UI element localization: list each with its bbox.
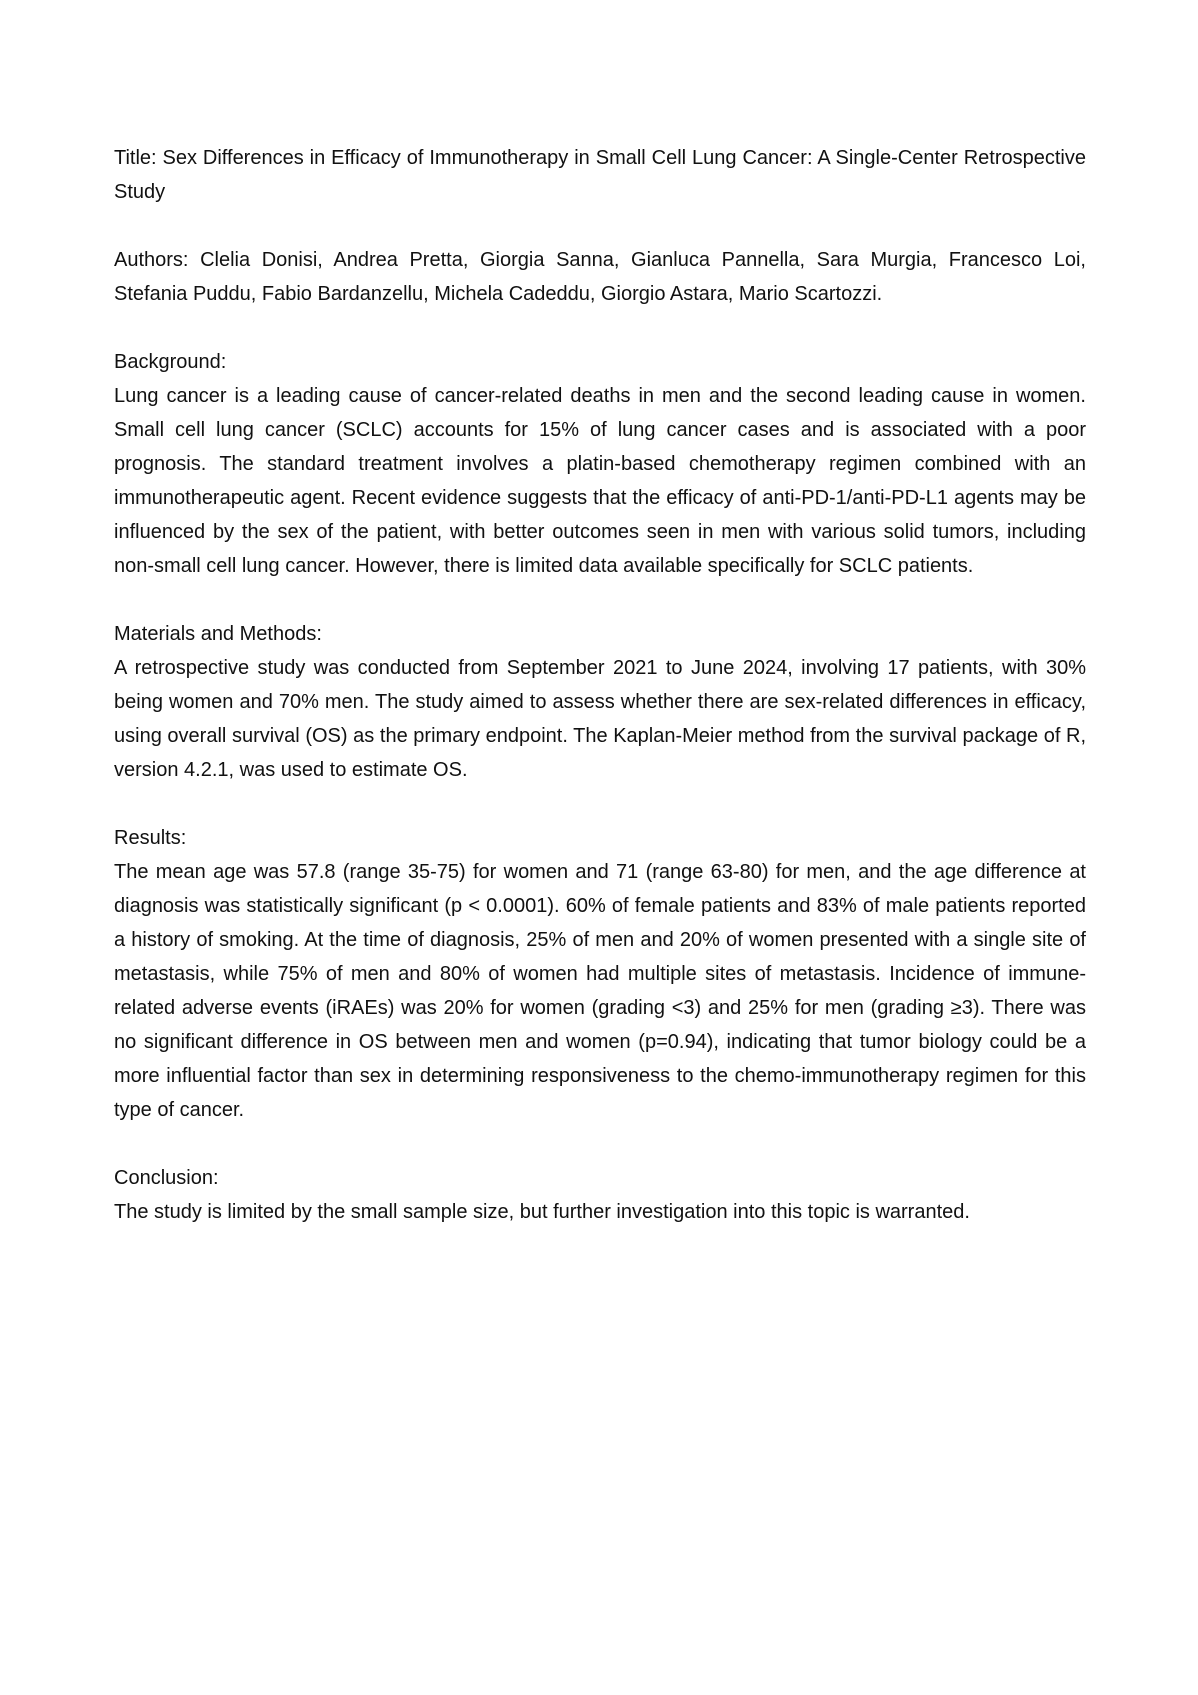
title-block — [114, 141, 1086, 209]
section-conclusion — [114, 1161, 1086, 1229]
section-materials-methods — [114, 617, 1086, 787]
authors-list: Authors: Clelia Donisi, Andrea Pretta, Giorgia Sanna, Gianluca Pannella, Sara Murgia, Francesco Loi, Stefania Puddu, Fabio Bardanzellu, Michela Cadeddu, Giorgio Astara, Mario Scartozzi. — [114, 249, 1086, 305]
authors-block — [114, 243, 1086, 311]
section-heading: Results: — [114, 827, 187, 849]
section-body: The mean age was 57.8 (range 35-75) for women and 71 (range 63-80) for men, and the age difference at diagnosis was statistically significant (p < 0.0001). 60% of female patients and 83% of male patients reported a history of smoking. At the time of diagnosis, 25% of men and 20% of women presented with a single site of metastasis, while 75% of men and 80% of women had multiple sites of metastasis. Incidence of immune-related adverse events (iRAEs) was 20% for women (grading <3) and 25% for men (grading ≥3). There was no significant difference in OS between men and women (p=0.94), indicating that tumor biology could be a more influential factor than sex in determining responsiveness to the chemo-immunotherapy regimen for this type of cancer. — [114, 861, 1086, 1121]
section-body: Lung cancer is a leading cause of cancer-related deaths in men and the second leading cause in women. Small cell lung cancer (SCLC) accounts for 15% of lung cancer cases and is associated with a poor prognosis. The standard treatment involves a platin-based chemotherapy regimen combined with an immunotherapeutic agent. Recent evidence suggests that the efficacy of anti-PD-1/anti-PD-L1 agents may be influenced by the sex of the patient, with better outcomes seen in men with various solid tumors, including non-small cell lung cancer. However, there is limited data available specifically for SCLC patients. — [114, 385, 1086, 577]
section-body: The study is limited by the small sample size, but further investigation into this topic is warranted. — [114, 1201, 970, 1223]
section-heading: Conclusion: — [114, 1167, 219, 1189]
section-body: A retrospective study was conducted from September 2021 to June 2024, involving 17 patients, with 30% being women and 70% men. The study aimed to assess whether there are sex-related differences in efficacy, using overall survival (OS) as the primary endpoint. The Kaplan-Meier method from the survival package of R, version 4.2.1, was used to estimate OS. — [114, 657, 1086, 781]
section-background — [114, 345, 1086, 583]
document-title: Title: Sex Differences in Efficacy of Immunotherapy in Small Cell Lung Cancer: A Single-Center Retrospective Study — [114, 147, 1086, 203]
section-results — [114, 821, 1086, 1127]
section-heading: Background: — [114, 351, 227, 373]
section-heading: Materials and Methods: — [114, 623, 322, 645]
document-page — [114, 141, 1086, 1263]
